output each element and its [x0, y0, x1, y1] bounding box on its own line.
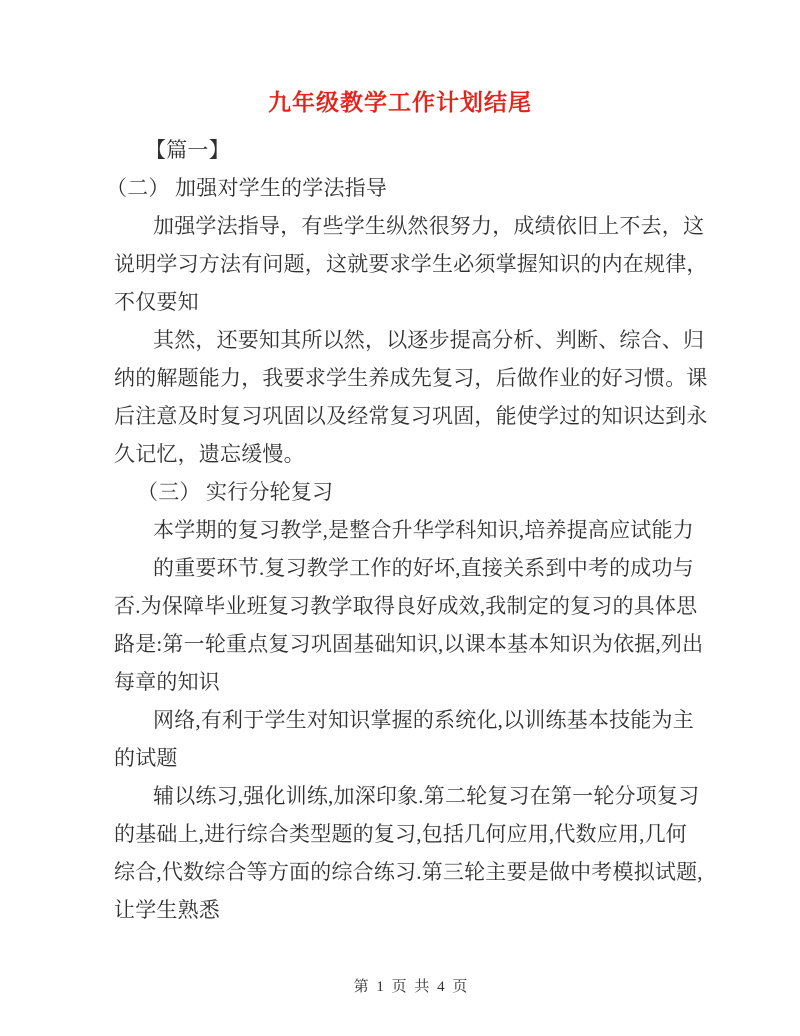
page-footer	[0, 954, 800, 1020]
text-line: 让学生熟悉	[114, 898, 220, 922]
text-line: 后注意及时复习巩固以及经常复习巩固，能使学过的知识达到永	[114, 404, 708, 428]
footer-page-number: 第 1 页 共 4 页	[353, 979, 470, 995]
text-line: 辅以练习,强化训练,加深印象.第二轮复习在第一轮分项复习	[153, 784, 700, 808]
body-text	[0, 131, 800, 929]
text-line: 纳的解题能力，我要求学生养成先复习，后做作业的好习惯。课	[114, 366, 708, 390]
text-line: 加强学法指导，有些学生纵然很努力，成绩依旧上不去，这	[153, 214, 705, 238]
page-title: 九年级教学工作计划结尾	[268, 90, 532, 115]
text-line: （二） 加强对学生的学法指导	[106, 176, 388, 200]
text-line: 网络,有利于学生对知识掌握的系统化,以训练基本技能为主	[153, 708, 694, 732]
text-line: 每章的知识	[114, 670, 220, 694]
text-line: 的重要环节.复习教学工作的好坏,直接关系到中考的成功与	[153, 556, 694, 580]
text-line: （三） 实行分轮复习	[137, 480, 334, 504]
text-line: 路是:第一轮重点复习巩固基础知识,以课本基本知识为依据,列出	[114, 632, 704, 656]
text-line: 否.为保障毕业班复习教学取得良好成效,我制定的复习的具体思	[114, 594, 698, 618]
text-line: 综合,代数综合等方面的综合练习.第三轮主要是做中考模拟试题,	[114, 860, 703, 884]
text-line: 【篇一】	[145, 138, 230, 162]
text-line: 本学期的复习教学,是整合升华学科知识,培养提高应试能力	[153, 518, 694, 542]
text-line: 久记忆，遗忘缓慢。	[114, 442, 305, 466]
text-line: 的试题	[114, 746, 178, 770]
text-line: 的基础上,进行综合类型题的复习,包括几何应用,代数应用,几何	[114, 822, 687, 846]
text-line: 说明学习方法有问题，这就要求学生必须掌握知识的内在规律，	[114, 252, 708, 276]
text-line: 其然，还要知其所以然，以逐步提高分析、判断、综合、归	[153, 328, 705, 352]
text-line: 不仅要知	[114, 290, 199, 314]
